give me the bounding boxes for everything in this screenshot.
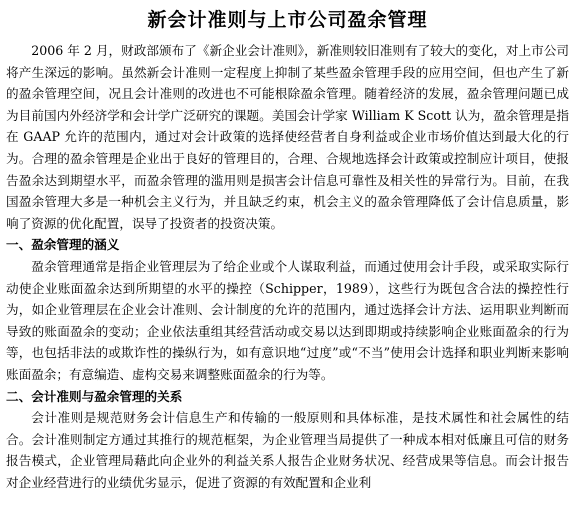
section-1-paragraph: 盈余管理通常是指企业管理层为了给企业或个人谋取利益，而通过使用会计手段，或采取实际行动使企业账面盈余达到所期望的水平的操控（Schipper，1989），这些行为既包含合法的操控性行为，如企业管理层在企业会计准则、会计制度的允许的范围内，通过选择会计方法、运用职业判断而导致的账面盈余的变动；企业依法重组其经营活动或交易以达到即期或持续影响企业账面盈余的行为等，也包括非法的或欺诈性的操纵行为，如有意识地“过度”或“不当”使用会计选择和职业判断来影响账面盈余；有意编造、虚构交易来调整账面盈余的行为等。: [6, 258, 569, 382]
intro-paragraph: 2006 年 2 月，财政部颁布了《新企业会计准则》，新准则较旧准则有了较大的变化，对上市公司将产生深远的影响。虽然新会计准则一定程度上抑制了某些盈余管理手段的应用空间，但也产生了新的盈余管理空间，况且会计准则的改进也不可能根除盈余管理。随着经济的发展，盈余管理问题已成为目前国内外经济学和会计学广泛研究的课题。美国会计学家 William K Scott 认为，盈余管理是指在 GAAP 允许的范围内，通过对会计政策的选择使经营者自身利益或企业市场价值达到最大化的行为。合理的盈余管理是企业出于良好的管理目的，合理、合规地选择会计政策或控制应计项目，使报告盈余达到期望水平，而盈余管理的滥用则是损害会计信息可靠性及相关性的异常行为。目前，在我国盈余管理大多是一种机会主义行为，并且缺乏约束，机会主义的盈余管理降低了会计信息质量，影响了资源的优化配置，误导了投资者的投资决策。: [6, 43, 569, 231]
section-2-paragraph: 会计准则是规范财务会计信息生产和传输的一般原则和具体标准，是技术属性和社会属性的结合。会计准则制定方通过其推行的规范框架，为企业管理当局提供了一种成本相对低廉且可信的财务报告模式，企业管理局藉此向企业外的利益关系人报告企业财务状况、经营成果等信息。而会计报告对企业经营进行的业绩优劣显示，促进了资源的有效配置和企业利: [6, 410, 569, 490]
article-title: 新会计准则与上市公司盈余管理: [147, 9, 428, 31]
section-heading-1: 一、盈余管理的涵义: [6, 237, 120, 253]
section-heading-2: 二、会计准则与盈余管理的关系: [6, 388, 183, 404]
